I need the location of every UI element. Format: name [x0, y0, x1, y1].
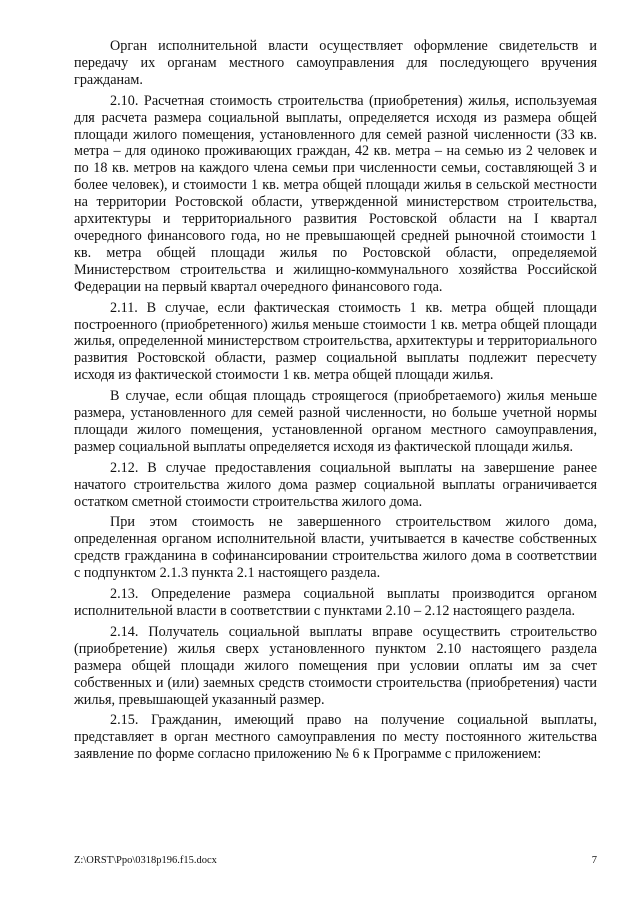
page-number: 7	[591, 855, 597, 866]
paragraph-2-10: 2.10. Расчетная стоимость строительства (приобретения) жилья, используемая для расчета размера социальной выплаты, определяется исходя из размера общей площади жилого помещения, установленного для семей разной численности (33 кв. метра – для одиноко проживающих граждан, 42 кв. метра – на семью из 2 человек и по 18 кв. метров на каждого члена семьи при численности семьи, составляющей 3 и более человек), и стоимости 1 кв. метра общей площади жилья в сельской местности на территории Ростовской области, утвержденной министерством строительства, архитектуры и территориального развития Ростовской области на I квартал очередного финансового года, но не превышающей средней рыночной стоимости 1 кв. метра общей площади жилья по Ростовской области, определяемой Министерством строительства и жилищно-коммунального хозяйства Российской Федерации на первый квартал очередного финансового года.	[74, 92, 597, 295]
paragraph-area-case: В случае, если общая площадь строящегося (приобретаемого) жилья меньше размера, установленного для семей разной численности, но больше учетной нормы площади жилого помещения, установленной органом местного самоуправления, размер социальной выплаты определяется исходя из фактической площади жилья.	[74, 388, 597, 455]
paragraph-2-15: 2.15. Гражданин, имеющий право на получение социальной выплаты, представляет в орган местного самоуправления по месту постоянного жительства заявление по форме согласно приложению № 6 к Программе с приложением:	[74, 712, 597, 763]
file-path: Z:\ORST\Ppo\0318p196.f15.docx	[74, 855, 217, 866]
paragraph-2-14: 2.14. Получатель социальной выплаты вправе осуществить строительство (приобретение) жилья сверх установленного пунктом 2.10 настоящего раздела размера общей площади жилого помещения при условии оплаты им за счет собственных и (или) заемных средств стоимости строительства (приобретения) части жилья, превышающей указанный размер.	[74, 623, 597, 708]
paragraph-unfinished-house-cost: При этом стоимость не завершенного строительством жилого дома, определенная органом исполнительной власти, учитывается в качестве собственных средств гражданина в софинансировании строительства жилого дома в соответствии с подпунктом 2.1.3 пункта 2.1 настоящего раздела.	[74, 514, 597, 582]
paragraph-certificates-transfer: Орган исполнительной власти осуществляет оформление свидетельств и передачу их органам местного самоуправления для последующего вручения гражданам.	[74, 38, 597, 88]
document-body	[74, 38, 597, 767]
paragraph-2-12: 2.12. В случае предоставления социальной выплаты на завершение ранее начатого строительства жилого дома размер социальной выплаты ограничивается остатком сметной стоимости строительства жилого дома.	[74, 459, 597, 510]
paragraph-2-13: 2.13. Определение размера социальной выплаты производится органом исполнительной власти в соответствии с пунктами 2.10 – 2.12 настоящего раздела.	[74, 586, 597, 619]
paragraph-2-11: 2.11. В случае, если фактическая стоимость 1 кв. метра общей площади построенного (приобретенного) жилья меньше стоимости 1 кв. метра общей площади жилья, определенной министерством строительства, архитектуры и территориального развития Ростовской области, размер социальной выплаты подлежит пересчету исходя из фактической стоимости 1 кв. метра общей площади жилья.	[74, 299, 597, 384]
